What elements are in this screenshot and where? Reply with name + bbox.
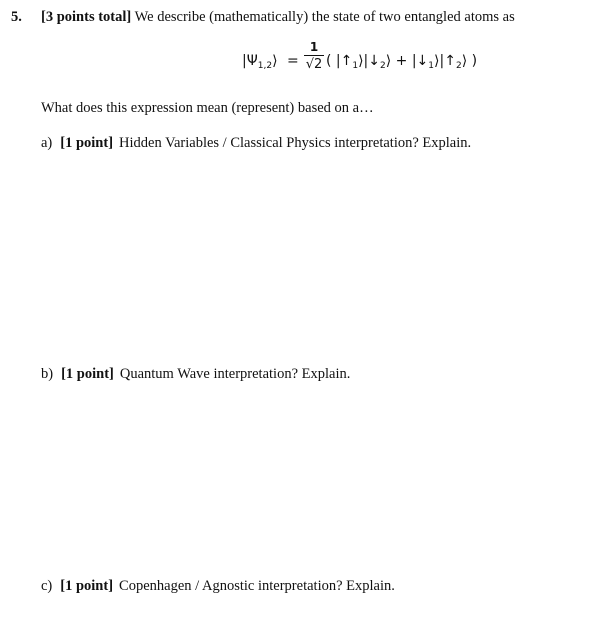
part-a-text: Hidden Variables / Classical Physics interpretation? Explain. (119, 135, 472, 151)
entangled-state-equation (242, 40, 478, 86)
eq-sub2: 2 (380, 61, 386, 71)
equation-rhs (326, 53, 477, 71)
part-b-text: Quantum Wave interpretation? Explain. (119, 366, 351, 382)
eq-rhs-part5: ⟩ ) (461, 53, 478, 69)
eq-sub1: 1 (352, 61, 359, 71)
question-intro: We describe (mathematically) the state of two entangled atoms as (134, 9, 515, 25)
eq-rhs-part2: ⟩|↓ (358, 53, 381, 69)
question-prompt: What does this expression mean (represent) based on a… (41, 100, 374, 116)
eq-rhs-part1: ( |↑ (326, 53, 353, 69)
part-c-text: Copenhagen / Agnostic interpretation? Explain. (119, 578, 395, 594)
question-points: [3 points total] (41, 9, 132, 25)
eq-lhs-open: |Ψ (242, 53, 258, 69)
eq-sub4: 2 (455, 61, 462, 71)
fraction-numerator: 1 (309, 40, 319, 54)
question-number: 5. (11, 9, 22, 25)
equation-fraction (304, 40, 324, 73)
equation-lhs (242, 53, 278, 71)
part-b (41, 366, 350, 383)
eq-lhs-sub: 1,2 (257, 61, 273, 71)
part-c-label: c) (41, 578, 53, 594)
fraction-denominator: √2 (305, 57, 323, 72)
part-c (41, 578, 395, 595)
fraction-bar (304, 55, 324, 56)
part-c-points: [1 point] (60, 578, 114, 594)
part-a (41, 135, 471, 152)
part-b-points: [1 point] (61, 366, 114, 382)
part-b-label: b) (41, 366, 54, 382)
eq-sub3: 1 (428, 61, 435, 71)
eq-rhs-part4: ⟩|↑ (434, 53, 456, 69)
eq-rhs-part3: ⟩ + |↓ (385, 53, 429, 69)
eq-lhs-close: ⟩ (272, 53, 278, 69)
equation-equals: = (287, 53, 299, 69)
part-a-label: a) (41, 135, 53, 151)
part-a-points: [1 point] (60, 135, 114, 151)
question-header (41, 9, 515, 26)
